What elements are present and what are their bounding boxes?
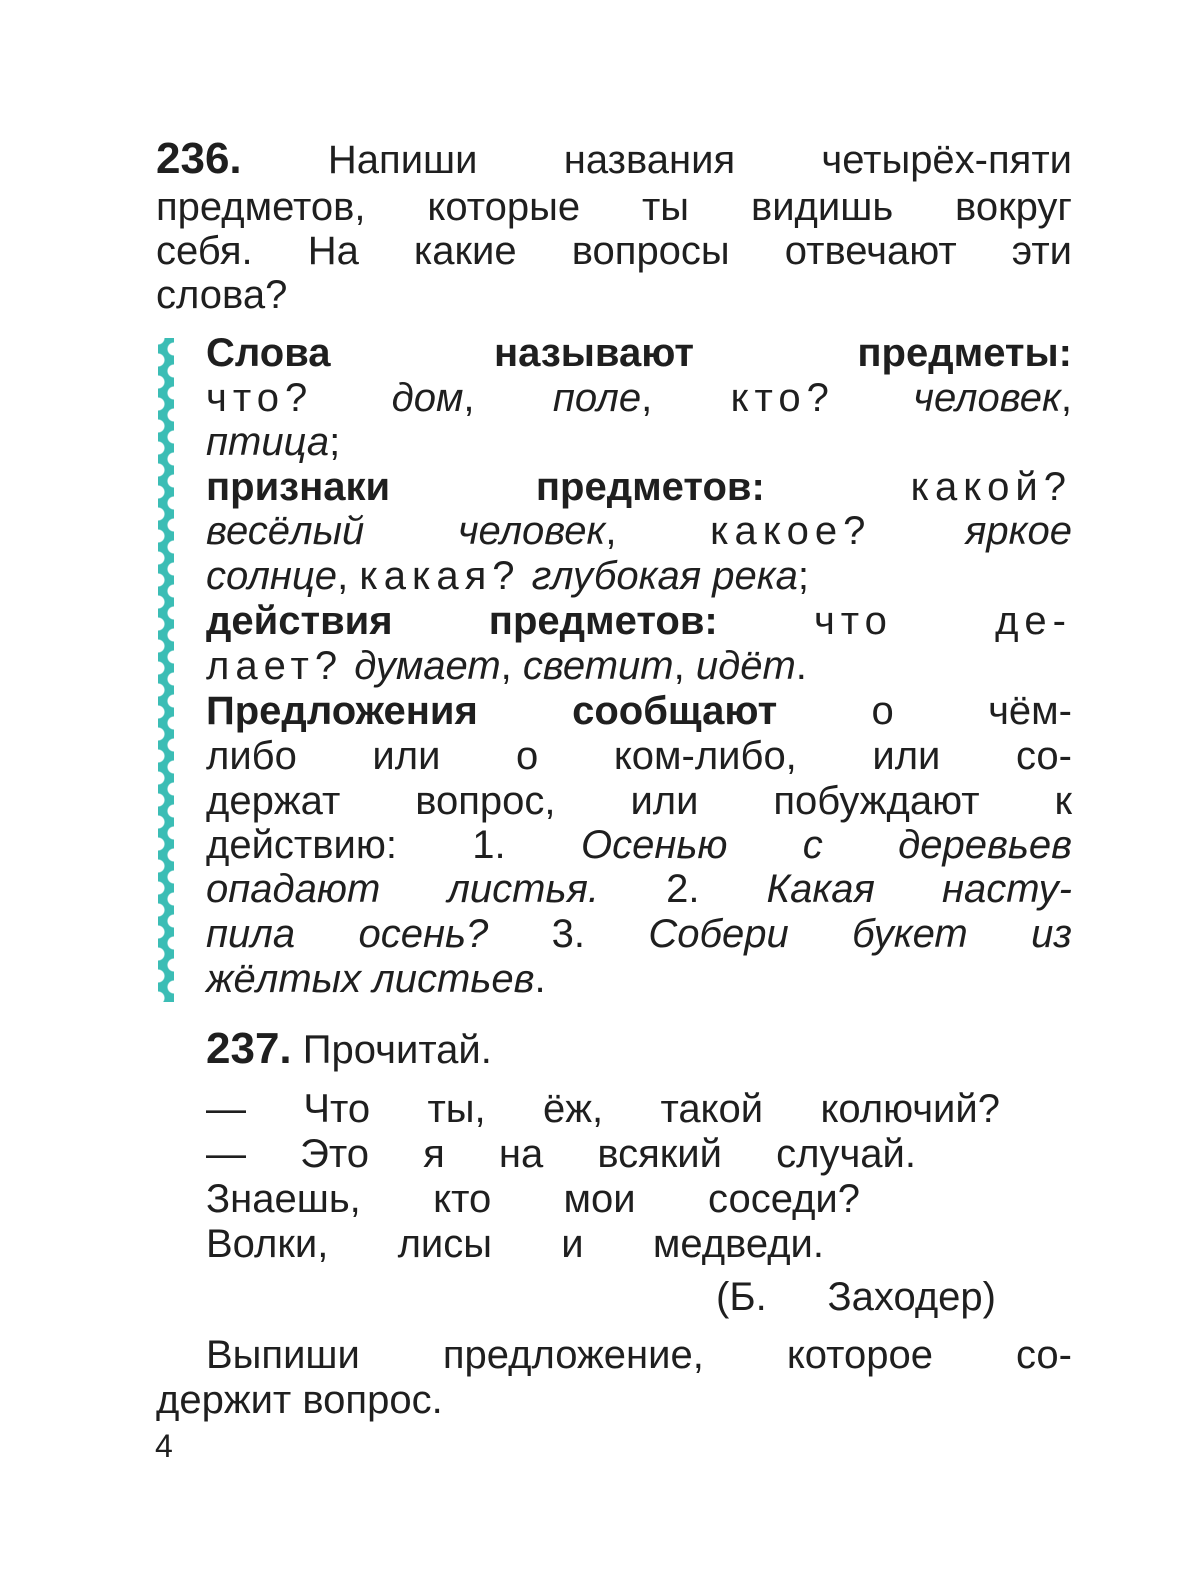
rule-line-2: что? дом, поле, кто? человек,: [206, 376, 1072, 420]
task-line-1: Выпиши предложение, которое со-: [206, 1333, 1072, 1377]
poem-line-2: — Это я на всякий случай.: [206, 1132, 916, 1176]
rule-line-15: жёлтых листьев.: [206, 957, 546, 1001]
page-number: 4: [155, 1428, 173, 1464]
exercise-237-header: [206, 1026, 492, 1073]
rule-line-14: пила осень? 3. Собери букет из: [206, 912, 1072, 956]
rule-line-3: птица;: [206, 420, 341, 464]
task-line-2: держит вопрос.: [156, 1378, 443, 1422]
rule-wavy-bar: [158, 338, 174, 1002]
rule-line-8: лает? думает, светит, идёт.: [206, 644, 807, 688]
rule-line-5: весёлый человек, какое? яркое: [206, 509, 1072, 553]
rule-line-4: признаки предметов: какой?: [206, 465, 1072, 509]
exercise-236-line-4: слова?: [156, 273, 288, 317]
exercise-number: 237.: [206, 1024, 292, 1073]
rule-line-13: опадают листья. 2. Какая насту-: [206, 867, 1072, 911]
exercise-number: 236.: [156, 134, 242, 183]
rule-line-1: Слова называют предметы:: [206, 331, 1072, 375]
poem-line-3: Знаешь, кто мои соседи?: [206, 1177, 860, 1221]
poem-line-4: Волки, лисы и медведи.: [206, 1222, 824, 1266]
rule-line-11: держат вопрос, или побуждают к: [206, 779, 1072, 823]
exercise-236-line-2: предметов, которые ты видишь вокруг: [156, 185, 1072, 229]
rule-line-9: Предложения сообщают о чём-: [206, 689, 1072, 733]
exercise-236-line-3: себя. На какие вопросы отвечают эти: [156, 229, 1072, 273]
rule-line-12: действию: 1. Осенью с деревьев: [206, 823, 1072, 867]
rule-line-7: действия предметов: что де-: [206, 599, 1072, 643]
poem-line-1: — Что ты, ёж, такой колючий?: [206, 1087, 1000, 1131]
rule-line-10: либо или о ком-либо, или со-: [206, 734, 1072, 778]
exercise-title: Прочитай.: [302, 1028, 492, 1072]
rule-line-6: солнце, какая? глубокая река;: [206, 554, 809, 598]
poem-author: (Б. Заходер): [716, 1275, 996, 1319]
exercise-236-line-1: 236. Напиши названия четырёх-пяти: [156, 134, 1072, 183]
